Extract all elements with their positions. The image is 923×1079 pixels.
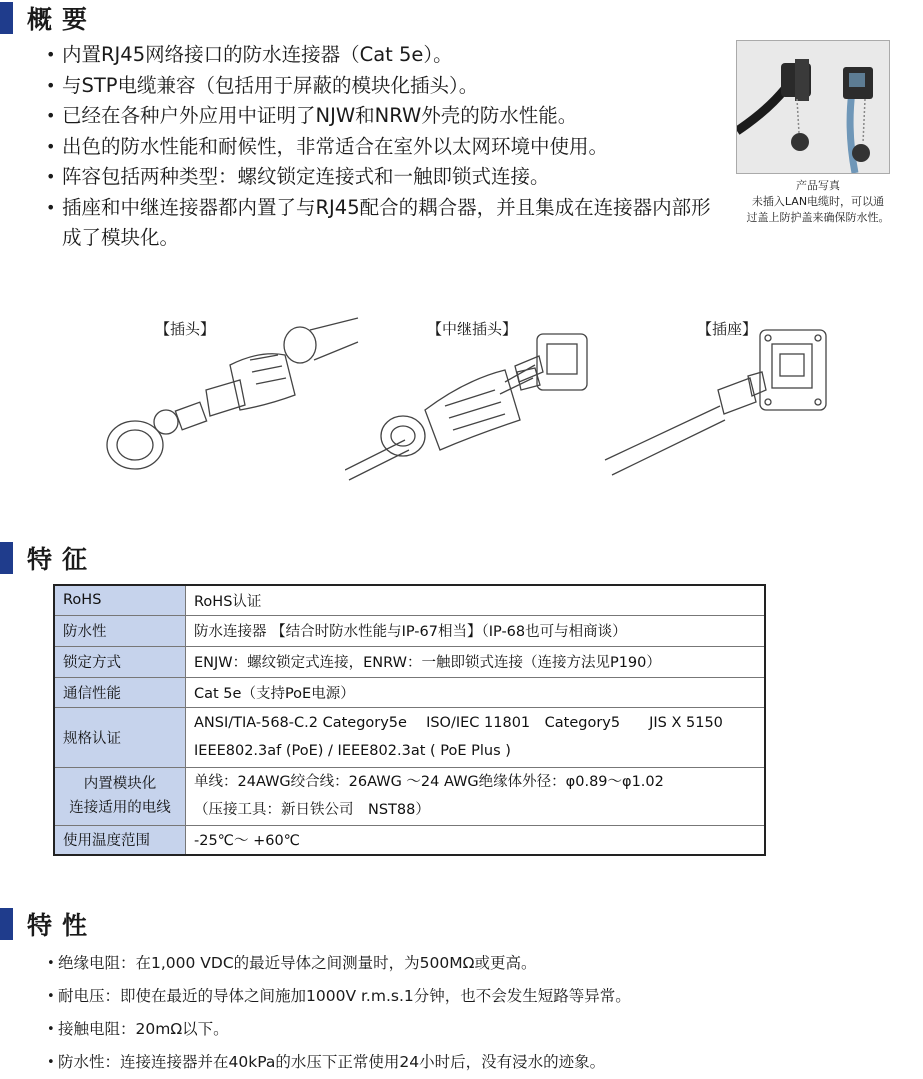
table-value: Cat 5e（支持PoE电源） [186, 677, 766, 707]
table-row [54, 646, 765, 677]
property-item: • 耐电压：即使在最近的导体之间施加1000V r.m.s.1分钟，也不会发生短路等异常。 [47, 980, 907, 1013]
table-key: 规格认证 [54, 707, 186, 767]
table-row [54, 615, 765, 646]
table-value-line: IEEE802.3af (PoE) / IEEE802.3at ( PoE Plus ) [194, 743, 511, 759]
table-key [54, 767, 186, 825]
table-value-line: （压接工具：新日铁公司 NST88） [194, 802, 430, 818]
product-photo-illustration [737, 41, 889, 173]
overview-bullet: • 与STP电缆兼容（包括用于屏蔽的模块化插头）。 [48, 71, 720, 102]
section-bar-icon [0, 542, 13, 574]
table-value [186, 707, 766, 767]
plug-label: 【插头】 [155, 320, 216, 338]
table-value: -25℃～ +60℃ [186, 825, 766, 855]
overview-title: 概要 [27, 5, 98, 34]
product-photo [736, 40, 890, 174]
table-value [186, 767, 766, 825]
table-key-line: 连接适用的电线 [69, 800, 171, 816]
features-header [0, 540, 97, 576]
table-row [54, 767, 765, 825]
overview-bullet-list [48, 40, 720, 254]
features-title: 特征 [27, 545, 98, 574]
overview-bullet: • 出色的防水性能和耐候性，非常适合在室外以太网环境中使用。 [48, 132, 720, 163]
photo-caption-title: 产品写真 [796, 179, 840, 192]
table-row [54, 585, 765, 615]
photo-caption-line: 未插入LAN电缆时，可以通 [751, 195, 885, 208]
property-item: • 防水性：连接连接器并在40kPa的水压下正常使用24小时后，没有浸水的迹象。 [47, 1046, 907, 1079]
overview-bullet: • 已经在各种户外应用中证明了NJW和NRW外壳的防水性能。 [48, 101, 720, 132]
table-value: RoHS认证 [186, 585, 766, 615]
table-key: 锁定方式 [54, 646, 186, 677]
table-value: ENJW：螺纹锁定式连接，ENRW：一触即锁式连接（连接方法见P190） [186, 646, 766, 677]
product-photo-caption [733, 178, 903, 226]
photo-caption-line: 过盖上防护盖来确保防水性。 [746, 211, 890, 224]
overview-bullet: • 内置RJ45网络接口的防水连接器（Cat 5e）。 [48, 40, 720, 71]
receptacle-label: 【插座】 [697, 320, 758, 338]
receptacle-drawing [600, 310, 840, 490]
property-item: • 接触电阻：20mΩ以下。 [47, 1013, 907, 1046]
plug-drawing [100, 310, 360, 490]
table-key-line: 内置模块化 [83, 776, 157, 792]
properties-header [0, 906, 97, 942]
table-row [54, 707, 765, 767]
section-bar-icon [0, 908, 13, 940]
table-key: 使用温度范围 [54, 825, 186, 855]
section-bar-icon [0, 2, 13, 34]
table-value-line: 单线：24AWG绞合线：26AWG ～24 AWG绝缘体外径：φ0.89～φ1.02 [194, 774, 664, 790]
table-value-line: ANSI/TIA-568-C.2 Category5e ISO/IEC 11801 Category5 JIS X 5150 [194, 715, 723, 731]
table-row [54, 677, 765, 707]
overview-bullet: • 阵容包括两种类型：螺纹锁定连接式和一触即锁式连接。 [48, 162, 720, 193]
table-value: 防水连接器 【结合时防水性能与IP-67相当】（IP-68也可与相商谈） [186, 615, 766, 646]
table-row [54, 825, 765, 855]
table-key: 通信性能 [54, 677, 186, 707]
table-key: 防水性 [54, 615, 186, 646]
relay-plug-drawing [345, 310, 615, 490]
property-item: • 绝缘电阻：在1,000 VDC的最近导体之间测量时，为500MΩ或更高。 [47, 947, 907, 980]
overview-bullet: • 插座和中继连接器都内置了与RJ45配合的耦合器，并且集成在连接器内部形成了模块化。 [48, 193, 720, 254]
features-table [53, 584, 766, 856]
overview-header [0, 0, 97, 36]
relay-plug-label: 【中继插头】 [427, 320, 518, 338]
properties-title: 特性 [27, 911, 98, 940]
table-key: RoHS [54, 585, 186, 615]
properties-list [47, 947, 907, 1079]
